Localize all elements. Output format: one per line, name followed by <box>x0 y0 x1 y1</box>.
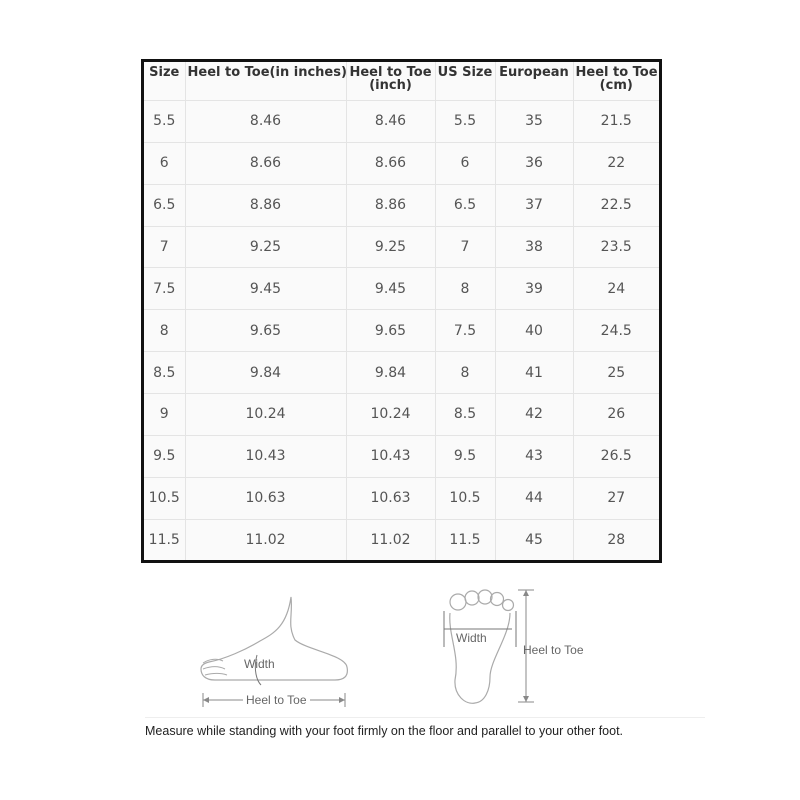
table-cell: 10.24 <box>346 394 435 436</box>
column-header <box>435 62 495 101</box>
table-cell: 28 <box>607 531 626 548</box>
table-cell: 8.66 <box>346 142 435 184</box>
table-cell: 37 <box>495 184 573 226</box>
table-cell: 10.43 <box>346 435 435 477</box>
table-row <box>144 435 659 477</box>
table-cell: 11.02 <box>346 519 435 560</box>
table-cell: 8.86 <box>346 184 435 226</box>
table-cell: 41 <box>495 352 573 394</box>
table-cell: 26.5 <box>573 435 659 477</box>
column-header <box>573 62 659 101</box>
column-header <box>495 62 573 101</box>
top-length-label: Heel to Toe <box>523 643 584 657</box>
table-row <box>144 184 659 226</box>
table-cell: 11.5 <box>435 519 495 560</box>
table-cell: 22.5 <box>573 184 659 226</box>
column-header <box>144 62 185 101</box>
table-cell: 40 <box>495 310 573 352</box>
table-cell: 8.66 <box>185 142 346 184</box>
side-width-label: Width <box>244 657 275 671</box>
table-cell: 42 <box>495 394 573 436</box>
table-cell: 24.5 <box>573 310 659 352</box>
table-cell: 43 <box>495 435 573 477</box>
size-chart-table <box>144 62 659 560</box>
table-cell: 9.5 <box>435 435 495 477</box>
table-row <box>144 310 659 352</box>
table-cell: 8.86 <box>185 184 346 226</box>
table-cell: 8.5 <box>144 352 185 394</box>
divider <box>145 717 705 718</box>
side-foot-toes <box>203 659 227 675</box>
table-cell: 8 <box>435 268 495 310</box>
table-header-row <box>144 62 659 101</box>
top-width-label: Width <box>456 631 487 645</box>
table-cell: 10.63 <box>346 477 435 519</box>
table-cell: 6.5 <box>435 184 495 226</box>
table-cell: 45 <box>495 519 573 560</box>
table-cell: 11.02 <box>185 519 346 560</box>
table-cell: 26 <box>573 394 659 436</box>
column-header-label: Heel to Toe(in inches) <box>187 65 347 80</box>
table-cell: 10.63 <box>185 477 346 519</box>
table-cell: 6.5 <box>144 184 185 226</box>
column-header-unit: (cm) <box>599 78 633 93</box>
table-cell: 38 <box>495 226 573 268</box>
column-header <box>185 62 346 101</box>
table-cell: 22 <box>573 142 659 184</box>
column-header-label: US Size <box>437 65 493 80</box>
table-cell: 6 <box>435 142 495 184</box>
top-foot-outline <box>450 613 510 703</box>
column-header-label: Heel to Toe <box>575 65 658 80</box>
table-cell: 21.5 <box>573 101 659 143</box>
table-cell: 27 <box>573 477 659 519</box>
table-cell: 9 <box>144 394 185 436</box>
table-cell: 9.84 <box>185 352 346 394</box>
table-cell: 8.46 <box>185 101 346 143</box>
table-cell: 11.5 <box>144 519 185 560</box>
table-body <box>144 101 659 561</box>
table-cell: 10.43 <box>185 435 346 477</box>
table-row <box>144 477 659 519</box>
table-cell: 10.5 <box>144 477 185 519</box>
side-length-label: Heel to Toe <box>243 693 310 707</box>
table-cell: 9.45 <box>185 268 346 310</box>
table-cell: 8.5 <box>435 394 495 436</box>
table-cell: 9.45 <box>346 268 435 310</box>
column-header-label: Size <box>149 65 180 80</box>
table-cell: 36 <box>495 142 573 184</box>
table-cell: 23.5 <box>573 226 659 268</box>
table-row <box>144 352 659 394</box>
column-header-label: European <box>499 65 569 80</box>
table-cell: 7 <box>144 226 185 268</box>
table-cell: 35 <box>495 101 573 143</box>
table-row <box>144 101 659 143</box>
table-cell: 5.5 <box>435 101 495 143</box>
table-row <box>144 519 659 560</box>
table-cell: 8 <box>144 310 185 352</box>
table-cell: 7.5 <box>144 268 185 310</box>
table-row <box>144 142 659 184</box>
table-cell: 7 <box>435 226 495 268</box>
table-cell: 44 <box>495 477 573 519</box>
size-chart-frame <box>141 59 662 563</box>
table-cell: 5.5 <box>144 101 185 143</box>
table-cell: 9.5 <box>144 435 185 477</box>
measure-caption: Measure while standing with your foot firmly on the floor and parallel to your other foot. <box>145 724 624 738</box>
table-row <box>144 394 659 436</box>
column-header-unit: (inch) <box>369 78 412 93</box>
table-row <box>144 226 659 268</box>
table-cell: 10.24 <box>185 394 346 436</box>
table-cell: 8.46 <box>346 101 435 143</box>
table-cell: 9.65 <box>185 310 346 352</box>
table-cell: 24 <box>573 268 659 310</box>
column-header <box>346 62 435 101</box>
table-cell: 7.5 <box>435 310 495 352</box>
table-cell: 6 <box>144 142 185 184</box>
toe <box>450 594 466 610</box>
table-cell: 9.65 <box>346 310 435 352</box>
table-cell: 9.84 <box>346 352 435 394</box>
column-header-label: Heel to Toe <box>349 65 432 80</box>
table-cell: 9.25 <box>185 226 346 268</box>
table-cell: 9.25 <box>346 226 435 268</box>
table-row <box>144 268 659 310</box>
table-cell: 10.5 <box>435 477 495 519</box>
table-cell: 39 <box>495 268 573 310</box>
table-cell: 25 <box>573 352 659 394</box>
table-cell: 8 <box>435 352 495 394</box>
